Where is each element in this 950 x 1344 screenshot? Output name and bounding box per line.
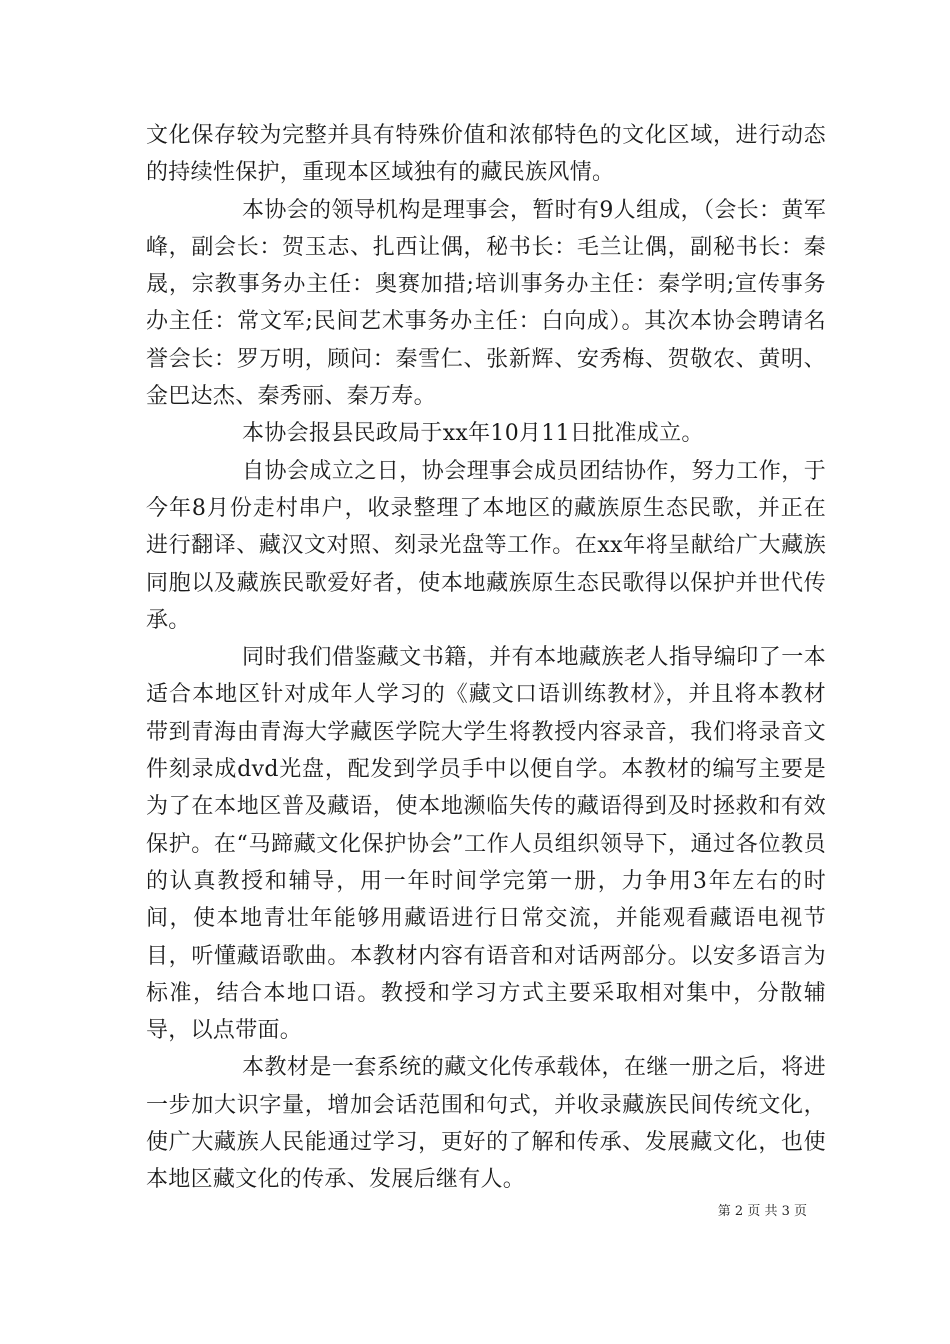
paragraph-leadership: 本协会的领导机构是理事会，暂时有9人组成，（会长：黄军峰，副会长：贺玉志、扎西让偶，秘书长：毛兰让偶，副秘书长：秦晟，宗教事务办主任：奥赛加措;培训事务办主任：秦学明;宣传事务办主任：常文军;民间艺术事务办主任：白向成）。其次本协会聘请名誉会长：罗万明，顾问：秦雪仁、张新辉、安秀梅、贺敬农、黄明、金巴达杰、秦秀丽、秦万寿。 [146, 197, 826, 410]
paragraph-continued: 文化保存较为完整并具有特殊价值和浓郁特色的文化区域，进行动态的持续性保护，重现本区域独有的藏民族风情。 [146, 123, 826, 186]
paragraph-folk-songs: 自协会成立之日，协会理事会成员团结协作，努力工作，于今年8月份走村串户，收录整理了本地区的藏族原生态民歌，并正在进行翻译、藏汉文对照、刻录光盘等工作。在xx年将呈献给广大藏族同胞以及藏族民歌爱好者，使本地藏族原生态民歌得以保护并世代传承。 [146, 458, 826, 633]
paragraph-approval: 本协会报县民政局于xx年10月11日批准成立。 [242, 421, 704, 447]
paragraph-future: 本教材是一套系统的藏文化传承载体，在继一册之后，将进一步加大识字量，增加会话范围和句式，并收录藏族民间传统文化，使广大藏族人民能通过学习，更好的了解和传承、发展藏文化，也使本地区藏文化的传承、发展后继有人。 [146, 1055, 826, 1193]
paragraph-textbook: 同时我们借鉴藏文书籍，并有本地藏族老人指导编印了一本适合本地区针对成年人学习的《藏文口语训练教材》，并且将本教材带到青海由青海大学藏医学院大学生将教授内容录音，我们将录音文件刻录成dvd光盘，配发到学员手中以便自学。本教材的编写主要是为了在本地区普及藏语，使本地濒临失传的藏语得到及时拯救和有效保护。在“马蹄藏文化保护协会”工作人员组织领导下，通过各位教员的认真教授和辅导，用一年时间学完第一册，力争用3年左右的时间，使本地青壮年能够用藏语进行日常交流，并能观看藏语电视节目，听懂藏语歌曲。本教材内容有语音和对话两部分。以安多语言为标准，结合本地口语。教授和学习方式主要采取相对集中，分散辅导，以点带面。 [146, 645, 826, 1044]
page-number: 第 2 页 共 3 页 [717, 1204, 807, 1219]
document-body [146, 117, 826, 1199]
